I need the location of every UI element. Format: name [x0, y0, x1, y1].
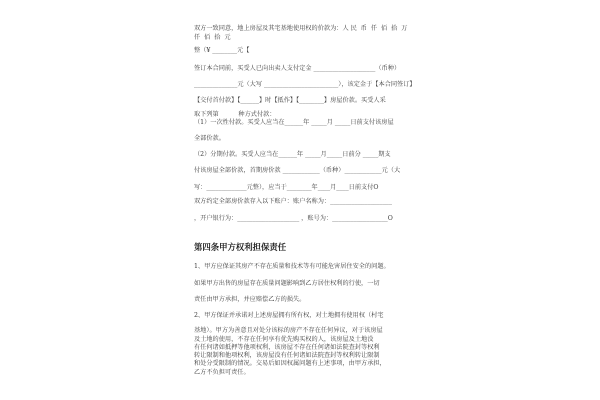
- text-line: （2）分期付款。买受人应当在______年 _____月_____日前分 _____期支: [194, 151, 391, 158]
- text-line: 付该房屋全部价款，首期房价款 ____________（币种）____________元（大: [194, 167, 401, 174]
- text-line: 1、甲方应保证其房产不存在质量和技术等有可能危害居住安全的问题。: [194, 263, 390, 270]
- text-line: 仟 佰 拾 元: [194, 34, 231, 41]
- text-line: 及土地的使用，不存在任何享有优先购买权的人，该房屋及土地没: [194, 336, 374, 343]
- text-line: 双方一致同意，地上房屋及其宅基地使用权的价款为：人 民 币 仟 佰 拾 万: [194, 25, 408, 32]
- text-line: ，开户银行为：____________________ ，账号为：__________________O: [194, 215, 393, 222]
- text-line: 取下列第 种方式付款：: [194, 111, 276, 118]
- text-line: 写：_____________元整），应当于________年____月____日前支付O: [194, 184, 379, 191]
- text-line: 整（¥ ________元【: [194, 47, 250, 54]
- text-line: 责任由甲方承担，并应赔偿乙方的损失。: [194, 296, 306, 303]
- text-line: 转让限制和他项权利，该房屋没有任何诸如法院查封等权利转让限制: [194, 352, 380, 359]
- text-line: 基地）。甲方为善意且对处分该标的房产不存在任何异议，对于该房屋: [194, 327, 383, 334]
- text-line: ______________元（大写 ________________________），该定金于【本合同签订】: [194, 81, 416, 88]
- text-line: 全部价款。: [194, 135, 225, 142]
- text-line: 和处分受限制的情况。交易后如因权属问题有上述事项，由甲方承担，: [194, 360, 386, 367]
- text-line: 乙方不负担可责任。: [194, 369, 250, 376]
- text-line: 签订本合同前，买受人已向出卖人支付定金 ____________________（币种）: [194, 65, 401, 72]
- text-line: 有任何诸如抵押等他项权利，该房屋不存在任何诸如法院查封等权利: [194, 344, 380, 351]
- text-line: 如果甲方出售的房屋存在质量问题影响到乙方居住权利的行使，一切: [194, 280, 380, 287]
- text-line: （1）一次性付款。买受人应当在______年 _____月 _____日前支付该房屋: [194, 119, 394, 126]
- text-line: 【交付首付款】【______】时【抵作】【________】房屋价款。买受人采: [194, 97, 386, 104]
- text-line: 2、甲方保证并承诺对上述房屋拥有所有权，对土地拥有使用权（村宅: [194, 312, 384, 319]
- section-heading: 第四条甲方权利担保责任: [194, 242, 287, 252]
- text-line: 双方约定全部房价款存入以下账户：账户名称为：____________________: [194, 198, 392, 205]
